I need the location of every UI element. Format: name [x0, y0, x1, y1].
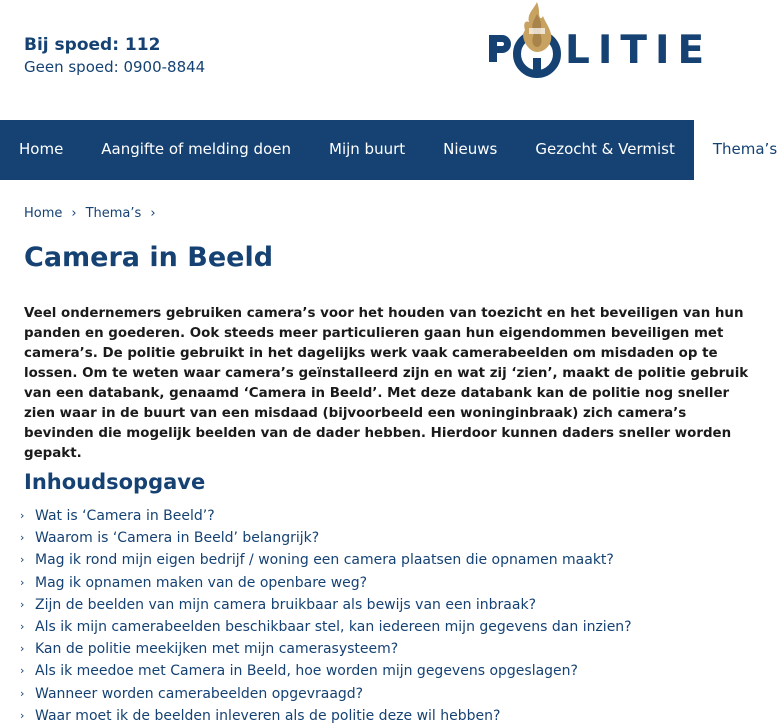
toc-item[interactable] [20, 572, 632, 594]
site-header [0, 0, 784, 120]
toc-item[interactable] [20, 527, 632, 549]
toc-link[interactable]: Waarom is ‘Camera in Beeld’ belangrijk? [35, 530, 320, 547]
toc-item[interactable] [20, 505, 632, 527]
toc-link[interactable]: Wanneer worden camerabeelden opgevraagd? [35, 685, 364, 702]
toc-item[interactable] [20, 594, 632, 616]
breadcrumb-home[interactable]: Home [24, 206, 63, 221]
urgent-number[interactable]: Bij spoed: 112 [24, 35, 161, 55]
toc-link[interactable]: Mag ik rond mijn eigen bedrijf / woning een camera plaatsen die opnamen maakt? [35, 552, 614, 569]
chevron-right-icon: › [20, 575, 25, 589]
toc-item[interactable] [20, 660, 632, 682]
toc-title: Inhoudsopgave [24, 470, 206, 494]
chevron-right-icon: › [20, 597, 25, 611]
intro-paragraph: Veel ondernemers gebruiken camera’s voor het houden van toezicht en het beveiligen van hun panden en goederen. Ook steeds meer particulieren gaan hun eigendommen beveiligen met camera’s. De politie gebruikt in het dagelijks werk vaak camerabeelden om misdaden op te lossen. Om te weten waar camera’s geïnstalleerd zijn en wat zij ‘zien’, maakt de politie gebruik van een databank, genaamd ‘Camera in Beeld’. Met deze databank kan de politie nog sneller zien waar in de buurt van een misdaad (bijvoorbeeld een woninginbraak) zich camera’s bevinden die mogelijk beelden van de dader hebben. Hierdoor kunnen daders sneller worden gepakt. [24, 306, 749, 461]
chevron-right-icon: › [20, 620, 25, 634]
toc-link[interactable]: Kan de politie meekijken met mijn camerasysteem? [35, 641, 399, 658]
toc-link[interactable]: Zijn de beelden van mijn camera bruikbaar als bewijs van een inbraak? [35, 596, 536, 613]
table-of-contents [20, 505, 632, 725]
chevron-right-icon: › [71, 206, 77, 221]
chevron-right-icon: › [150, 206, 156, 221]
breadcrumb [24, 206, 165, 221]
chevron-right-icon: › [20, 708, 25, 722]
toc-item[interactable] [20, 683, 632, 705]
toc-link[interactable]: Als ik meedoe met Camera in Beeld, hoe worden mijn gegevens opgeslagen? [35, 663, 578, 680]
toc-link[interactable]: Mag ik opnamen maken van de openbare weg? [35, 574, 368, 591]
nav-item-gezocht-vermist[interactable]: Gezocht & Vermist [535, 140, 675, 158]
chevron-right-icon: › [20, 509, 25, 523]
chevron-right-icon: › [20, 664, 25, 678]
emergency-contact [24, 34, 205, 78]
toc-item[interactable] [20, 638, 632, 660]
toc-item[interactable] [20, 616, 632, 638]
toc-link[interactable]: Als ik mijn camerabeelden beschikbaar stel, kan iedereen mijn gegevens dan inzien? [35, 619, 632, 636]
politie-logo[interactable] [487, 0, 713, 84]
toc-link[interactable]: Wat is ‘Camera in Beeld’? [35, 508, 215, 525]
nav-item-themas[interactable]: Thema’s [694, 120, 784, 180]
breadcrumb-themas[interactable]: Thema’s [85, 206, 142, 221]
chevron-right-icon: › [20, 686, 25, 700]
nav-item-home[interactable]: Home [19, 140, 64, 158]
chevron-right-icon: › [20, 553, 25, 567]
page-title: Camera in Beeld [24, 242, 274, 273]
main-nav [0, 120, 784, 180]
nav-item-mijn-buurt[interactable]: Mijn buurt [329, 140, 406, 158]
nav-item-nieuws[interactable]: Nieuws [443, 140, 498, 158]
politie-emblem-icon [487, 0, 567, 84]
chevron-right-icon: › [20, 642, 25, 656]
non-urgent-number[interactable]: Geen spoed: 0900-8844 [24, 58, 206, 76]
chevron-right-icon: › [20, 531, 25, 545]
nav-item-aangifte[interactable]: Aangifte of melding doen [101, 140, 291, 158]
toc-link[interactable]: Waar moet ik de beelden inleveren als de politie deze wil hebben? [35, 707, 501, 724]
logo-wordmark: LITIE [565, 28, 713, 73]
toc-item[interactable] [20, 705, 632, 725]
toc-item[interactable] [20, 549, 632, 571]
